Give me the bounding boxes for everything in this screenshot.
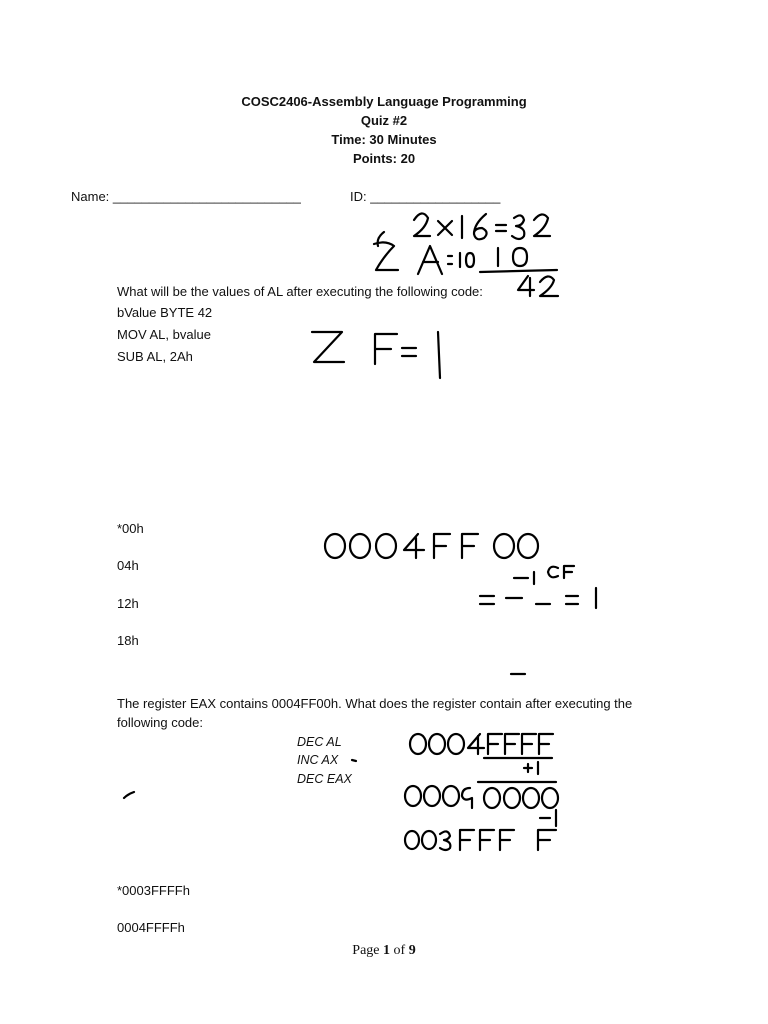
course-title: COSC2406-Assembly Language Programming — [241, 94, 527, 109]
quiz-time: Time: 30 Minutes — [331, 132, 437, 147]
question2-code-line: INC AX — [297, 753, 339, 767]
question2-code-line: DEC EAX — [297, 772, 352, 786]
handwriting-zero-flag — [312, 332, 440, 378]
page-number: 1 — [383, 943, 391, 958]
handwriting-eax-final — [405, 830, 556, 850]
question2-prompt: The register EAX contains 0004FF00h. What does the register contain after executing the — [117, 696, 633, 711]
handwriting-top-sum — [414, 213, 550, 239]
handwriting-tick — [124, 792, 134, 798]
handwriting-carry-note — [514, 566, 574, 584]
handwriting-sigma — [374, 232, 398, 270]
question1-option[interactable]: *00h — [117, 521, 144, 536]
handwriting-eax-after-inc — [405, 786, 558, 826]
question1-code-line: bValue BYTE 42 — [117, 305, 213, 320]
handwriting-eax-initial — [325, 534, 538, 558]
of-word: of — [393, 943, 406, 958]
handwriting-sum-line — [480, 270, 557, 272]
handwriting-tick — [352, 760, 356, 761]
page-word: Page — [352, 943, 380, 958]
question2-option[interactable]: *0003FFFFh — [117, 883, 190, 898]
question2-code-line: DEC AL — [297, 735, 342, 749]
quiz-points: Points: 20 — [352, 151, 416, 166]
id-field[interactable]: ID: __________________ — [350, 189, 501, 204]
question1-code-line: MOV AL, bvalue — [117, 327, 211, 342]
question1-option[interactable]: 04h — [117, 558, 139, 573]
handwriting-sum-result — [518, 276, 558, 296]
question1-option[interactable]: 12h — [117, 596, 139, 611]
handwriting-eax-after-dec — [410, 734, 556, 782]
question1-code-line: SUB AL, 2Ah — [117, 349, 193, 364]
handwriting-ten — [498, 248, 527, 266]
handwriting-hex-a — [418, 246, 474, 274]
question2-option[interactable]: 0004FFFFh — [117, 920, 185, 935]
question1-prompt: What will be the values of AL after executing the following code: — [117, 284, 483, 299]
quiz-number: Quiz #2 — [360, 113, 408, 128]
handwriting-carry-line — [480, 588, 596, 608]
page-footer — [0, 943, 768, 959]
page-total: 9 — [408, 943, 416, 958]
question2-prompt: following code: — [117, 715, 203, 730]
question1-option[interactable]: 18h — [117, 633, 139, 648]
name-field[interactable]: Name: __________________________ — [71, 189, 301, 204]
